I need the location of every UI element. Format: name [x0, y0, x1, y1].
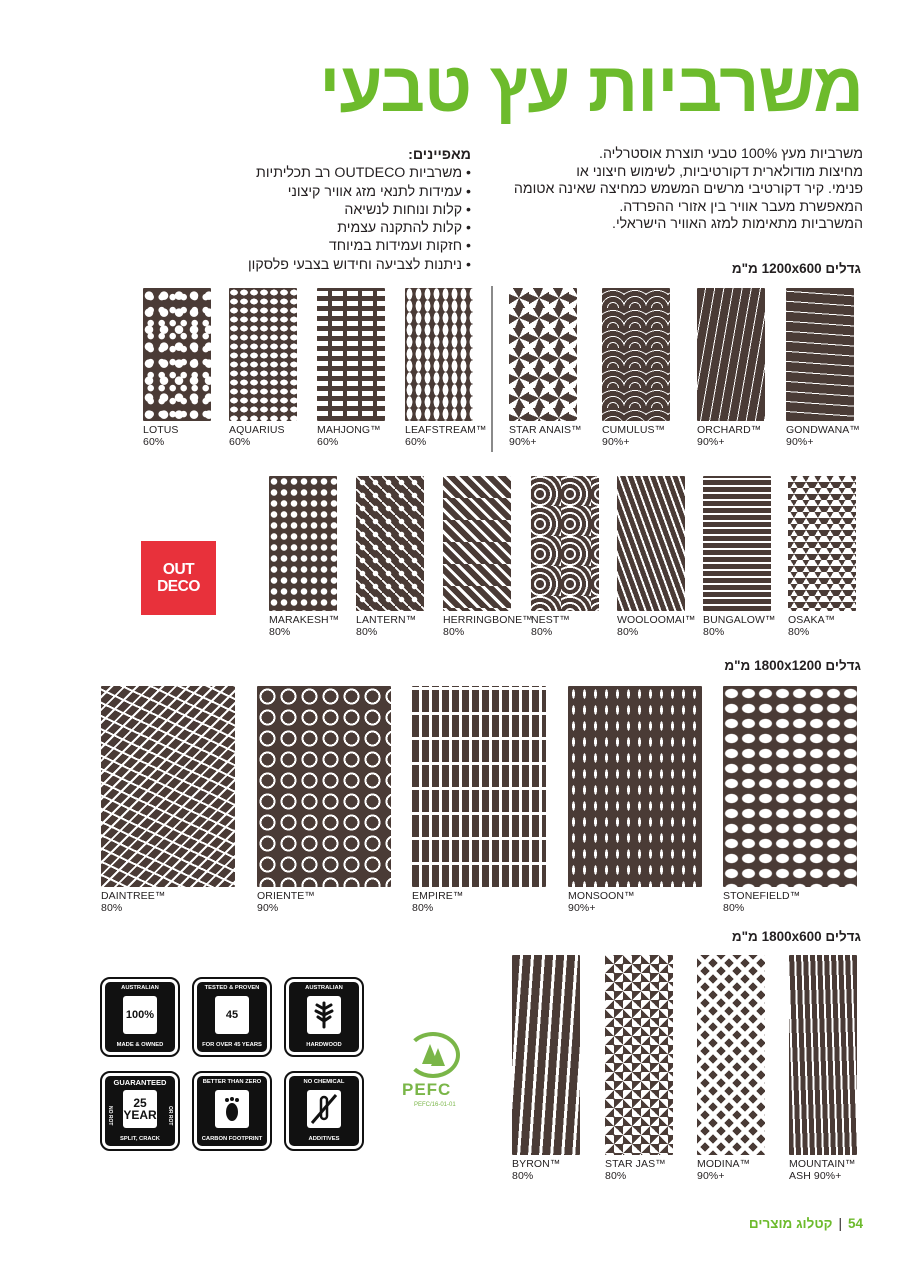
footer-page-number: 54 — [847, 1216, 863, 1231]
tree-icon — [307, 996, 341, 1034]
panel-leafstream — [405, 288, 487, 448]
features-list — [221, 146, 471, 274]
panel-stonefield — [723, 686, 857, 914]
panel-lantern — [356, 476, 424, 638]
divider — [491, 286, 493, 452]
page-title: משרביות עץ טבעי — [319, 48, 863, 126]
no-chemical-icon — [307, 1090, 341, 1128]
intro-line: משרביות מעץ 100% טבעי תוצרת אוסטרליה. — [599, 146, 863, 162]
pefc-logo — [400, 1032, 472, 1114]
panel-name: EMPIRE™ — [412, 890, 464, 902]
panel-image — [405, 288, 473, 421]
panel-image — [786, 288, 854, 421]
panel-star-jas — [605, 955, 673, 1182]
panel-percent: 60% — [143, 436, 165, 448]
feature-item: • חזקות ועמידות במיוחד — [221, 237, 471, 255]
panel-name: CUMULUS™ — [602, 424, 666, 436]
panel-name: WOOLOOMAI™ — [617, 614, 696, 626]
panel-empire — [412, 686, 546, 914]
panel-image — [703, 476, 771, 611]
pefc-word: PEFC — [402, 1080, 452, 1099]
panel-image — [531, 476, 599, 611]
panel-oriente — [257, 686, 391, 914]
panel-percent: 80% — [512, 1170, 534, 1182]
badge-top: GUARANTEED — [113, 1078, 167, 1087]
panel-mahjong — [317, 288, 385, 448]
footprint-icon — [215, 1090, 249, 1128]
panel-image — [788, 476, 856, 611]
house-icon: 45 — [215, 996, 249, 1034]
panel-percent: 90% — [257, 902, 279, 914]
badge-top: NO CHEMICAL — [303, 1079, 345, 1085]
panel-name: BUNGALOW™ — [703, 614, 776, 626]
panel-name: STONEFIELD™ — [723, 890, 801, 902]
panel-bungalow — [703, 476, 776, 638]
panel-percent: 80% — [788, 626, 810, 638]
footer-separator: | — [838, 1216, 842, 1231]
feature-item: • עמידות לתנאי מזג אוויר קיצוני — [221, 183, 471, 201]
panel-lotus — [143, 288, 211, 448]
feature-item: • קלות ונוחות לנשיאה — [221, 201, 471, 219]
badge-top: TESTED & PROVEN — [204, 985, 260, 991]
panel-name: MAHJONG™ — [317, 424, 381, 436]
panel-image — [789, 955, 857, 1155]
panel-percent: 90%+ — [509, 436, 537, 448]
intro-paragraph — [513, 146, 863, 234]
panel-wooloomai — [617, 476, 696, 638]
feature-item: • משרביות OUTDECO רב תכליתיות — [221, 164, 471, 182]
panel-orchard — [697, 288, 765, 448]
badge-top: AUSTRALIAN — [121, 985, 159, 991]
badge-carbon — [194, 1073, 270, 1149]
badge-top: BETTER THAN ZERO — [202, 1079, 262, 1085]
panel-image — [617, 476, 685, 611]
panel-image — [229, 288, 297, 421]
panel-name: LOTUS — [143, 424, 179, 436]
panel-name: MARAKESH™ — [269, 614, 340, 626]
panel-percent: 90%+ — [697, 1170, 725, 1182]
badge-bottom: HARDWOOD — [306, 1042, 342, 1048]
size-label-1800x600: גדלים 1800x600 מ"מ — [731, 929, 861, 944]
panel-name: BYRON™ — [512, 1158, 561, 1170]
badge-no-chemical — [286, 1073, 362, 1149]
intro-line: פנימי. קיר דקורטיבי מרשים המשמש כמחיצה שאינה אטומה — [513, 181, 863, 197]
panel-name: NEST™ — [531, 614, 571, 626]
panel-nest — [531, 476, 599, 638]
panel-image — [602, 288, 670, 421]
badge-bottom: CARBON FOOTPRINT — [201, 1136, 263, 1142]
panel-percent: 60% — [317, 436, 339, 448]
logo-line: DECO — [157, 578, 200, 595]
badge-guaranteed — [102, 1073, 178, 1149]
panel-name: ORIENTE™ — [257, 890, 315, 902]
intro-line: המאפשרת מעבר אוויר בין אזורי ההפרדה. — [619, 198, 863, 215]
size-label-1800x1200: גדלים 1800x1200 מ"מ — [724, 658, 861, 673]
intro-line: המשרביות מתאימות למזג האוויר הישראלי. — [612, 216, 863, 232]
panel-star-anais — [509, 288, 582, 448]
panel-image — [101, 686, 235, 887]
badge-australian-hardwood — [286, 979, 362, 1055]
panel-percent: 80% — [101, 902, 123, 914]
panel-osaka — [788, 476, 856, 638]
panel-percent: 60% — [229, 436, 251, 448]
panel-image — [509, 288, 577, 421]
panel-image — [317, 288, 385, 421]
panel-percent: ASH 90%+ — [789, 1170, 842, 1182]
pefc-code: PEFC/16-01-01 — [414, 1102, 456, 1108]
panel-percent: 80% — [531, 626, 553, 638]
panel-percent: 80% — [412, 902, 434, 914]
panel-image — [697, 955, 765, 1155]
panel-daintree — [101, 686, 235, 914]
panel-percent: 80% — [269, 626, 291, 638]
panel-percent: 80% — [443, 626, 465, 638]
panel-image — [605, 955, 673, 1155]
panel-name: LEAFSTREAM™ — [405, 424, 487, 436]
panel-percent: 90%+ — [602, 436, 630, 448]
panel-image — [356, 476, 424, 611]
panel-name: MOUNTAIN™ — [789, 1158, 856, 1170]
features-title: מאפיינים: — [408, 147, 471, 163]
panel-image — [143, 288, 211, 421]
panel-monsoon — [568, 686, 702, 914]
panel-image — [257, 686, 391, 887]
panel-gondwana — [786, 288, 861, 448]
badge-bottom: MADE & OWNED — [116, 1042, 164, 1048]
feature-item: • קלות להתקנה עצמית — [221, 219, 471, 237]
badge-side: OR ROT — [167, 1106, 173, 1126]
panel-percent: 80% — [617, 626, 639, 638]
badge-bottom: ADDITIVES — [308, 1136, 340, 1142]
logo-line: OUT — [162, 561, 195, 578]
panel-herringbone — [443, 476, 533, 638]
panel-cumulus — [602, 288, 670, 448]
footer-label: קטלוג מוצרים — [748, 1216, 833, 1231]
page-footer — [749, 1216, 863, 1231]
intro-line: מחיצות מודולארית דקורטיביות, לשימוש חיצוני או — [576, 163, 863, 180]
panel-percent: 80% — [605, 1170, 627, 1182]
guarantee-icon: 25 YEAR — [123, 1090, 157, 1128]
badge-tested-proven — [194, 979, 270, 1055]
panel-name: MODINA™ — [697, 1158, 751, 1170]
panel-byron — [512, 955, 580, 1182]
badge-side: NO ROT — [107, 1106, 113, 1126]
panel-image — [512, 955, 580, 1155]
australia-map-icon: 100% — [123, 996, 157, 1034]
panel-name: OSAKA™ — [788, 614, 836, 626]
panel-name: LANTERN™ — [356, 614, 417, 626]
panel-percent: 80% — [703, 626, 725, 638]
panel-image — [723, 686, 857, 887]
panel-name: STAR ANAIS™ — [509, 424, 582, 436]
panel-name: MONSOON™ — [568, 890, 635, 902]
size-label-1200x600: גדלים 1200x600 מ"מ — [731, 261, 861, 276]
pefc-trees-icon — [422, 1044, 444, 1070]
panel-marakesh — [269, 476, 340, 638]
badge-bottom: SPLIT, CRACK — [120, 1136, 160, 1142]
badge-top: AUSTRALIAN — [305, 985, 343, 991]
panel-aquarius — [229, 288, 297, 448]
badge-bottom: FOR OVER 45 YEARS — [202, 1042, 262, 1048]
panel-percent: 60% — [405, 436, 427, 448]
panel-name: STAR JAS™ — [605, 1158, 666, 1170]
panel-mountain-ash — [789, 955, 857, 1182]
panel-percent: 80% — [723, 902, 745, 914]
panel-percent: 80% — [356, 626, 378, 638]
panel-image — [412, 686, 546, 887]
panel-name: AQUARIUS — [229, 424, 285, 436]
panel-percent: 90%+ — [568, 902, 596, 914]
panel-image — [568, 686, 702, 887]
panel-name: GONDWANA™ — [786, 424, 861, 436]
panel-name: ORCHARD™ — [697, 424, 762, 436]
panel-image — [269, 476, 337, 611]
panel-percent: 90%+ — [697, 436, 725, 448]
panel-image — [443, 476, 511, 611]
panel-name: DAINTREE™ — [101, 890, 166, 902]
badge-australian-made — [102, 979, 178, 1055]
panel-modina — [697, 955, 765, 1182]
panel-percent: 90%+ — [786, 436, 814, 448]
panel-image — [697, 288, 765, 421]
outdeco-logo — [141, 541, 216, 615]
panel-name: HERRINGBONE™ — [443, 614, 533, 626]
feature-item: • ניתנות לצביעה וחידוש בצבעי פלסקון — [221, 256, 471, 274]
